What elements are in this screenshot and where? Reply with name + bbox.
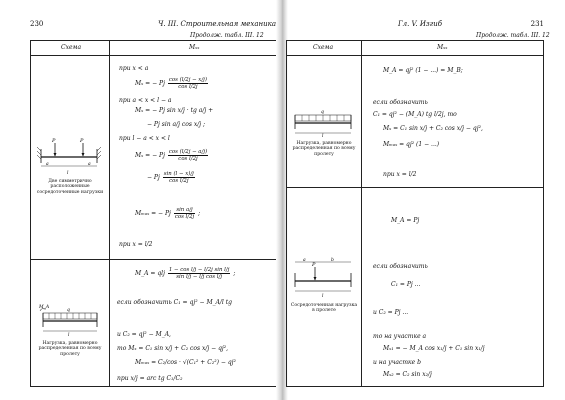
right-scheme2-label-l: l — [322, 294, 324, 299]
left-table-header — [31, 41, 277, 56]
left-formula-4-text: Mₓ = − Pj — [135, 152, 165, 159]
right-row2-caption: Сосредоточенная нагрузка в пролете — [290, 303, 358, 314]
left-scheme2-label-q: q — [67, 308, 70, 313]
left-formula-5-frac: $\frac{\sin (l - x)/j}{\text{cos l/2j}}$ — [163, 171, 194, 184]
right-page — [286, 0, 565, 400]
right-formula-9: C₁ = Pj ... — [391, 281, 421, 288]
left-formula-1 — [135, 77, 209, 90]
left-page — [0, 0, 278, 400]
left-row-divider — [31, 259, 277, 260]
left-formula-6-text: Mₘₐₓ = − Pj — [135, 210, 171, 217]
left-cond-1: при x < a — [119, 65, 149, 72]
left-scheme-label-a1: a — [46, 162, 49, 167]
right-continuation: Продолж. табл. III. 12 — [476, 32, 550, 39]
left-formula-7-text: M_A = qlj — [135, 270, 165, 277]
right-scheme-uniform-load — [291, 107, 355, 137]
right-scheme-point-load — [291, 259, 355, 299]
left-formula-6: Mₘₐₓ = − Pj $\frac{\text{sin a/j}}{\text{cos l/2j}}$ ; — [135, 207, 201, 220]
left-formula-1-text: Mₓ = − Pj — [135, 80, 165, 87]
left-row2-caption: Нагрузка, равномерно распределенная по всему пролету — [38, 341, 102, 357]
left-page-number: 230 — [30, 20, 44, 28]
left-formula-11: Mₘₐₓ = C₂/cos · √(C₁² + C₂²) − qj² — [135, 359, 236, 366]
left-column-divider — [109, 41, 110, 386]
left-formula-2: Mₓ = − Pj sin x/j · tg a/j + — [135, 107, 214, 114]
right-formula-12: Mₓ₁ = − M_A cos x₁/j + C₁ sin x₁/j — [383, 345, 485, 352]
right-formula-11: то на участке a — [373, 333, 427, 340]
left-scheme-label-p1: P — [52, 138, 56, 144]
left-formula-4-frac: $\frac{\cos (l/2j - a/j)}{\text{cos l/2j}}$ — [168, 149, 208, 162]
left-continuation: Продолж. табл. III. 12 — [190, 32, 264, 39]
left-scheme-label-a2: a — [88, 162, 91, 167]
left-scheme-two-loads — [37, 137, 101, 177]
right-formula-3: C₁ = qj² − (M_A) tg l/2j, то — [373, 111, 457, 118]
left-formula-9: и C₂ = qj² − M_A, — [117, 331, 171, 338]
left-cond-3: при l − a < x < l — [119, 135, 170, 142]
left-formula-3: − Pj sin a/j cos x/j ; — [147, 121, 206, 128]
right-header-scheme: Схема — [313, 44, 334, 51]
left-running-head — [30, 20, 276, 28]
right-page-number: 231 — [530, 20, 544, 28]
right-scheme-label-l: l — [322, 134, 324, 139]
right-scheme-label-q: q — [321, 110, 324, 115]
left-formula-5 — [147, 171, 196, 184]
right-table-header — [287, 41, 543, 56]
right-scheme2-label-p: P — [312, 262, 316, 268]
left-scheme2-label-m: M_A — [39, 305, 50, 310]
left-cond-4: при x = l/2 — [119, 241, 153, 248]
right-column-divider — [361, 41, 362, 386]
left-formula-12: при x/j = arc tg C₁/C₂ — [117, 375, 183, 382]
left-formula-7: M_A = qlj $\frac{\text{1 − cos l/j − l/2j sin l/j}}{\text{sin l/j − l/j cos l/j}}$ ; — [135, 267, 236, 280]
right-table — [286, 40, 544, 387]
left-formula-10: то Mₓ = C₁ sin x/j + C₂ cos x/j − qj², — [117, 345, 229, 352]
right-formula-13: и на участке b — [373, 359, 421, 366]
right-running-title: Гл. V. Изгиб — [398, 20, 443, 28]
left-cond-2: при a < x < l − a — [119, 97, 172, 104]
left-header-formula: Mₓₓ — [189, 44, 200, 51]
right-formula-6: при x = l/2 — [383, 171, 417, 178]
right-formula-4: Mₓ = C₁ sin x/j + C₂ cos x/j − qj², — [383, 125, 483, 132]
right-formula-14: Mₓ₂ = C₂ sin x₂/j — [383, 371, 432, 378]
left-row1-caption: Две симметрично расположенные сосредоточенные нагрузки — [36, 179, 104, 195]
left-scheme-label-l: l — [67, 171, 69, 176]
right-header-formula: Mₓₓ — [437, 44, 448, 51]
left-running-title: Ч. III. Строительная механика — [157, 20, 276, 28]
left-header-scheme: Схема — [61, 44, 82, 51]
left-table — [30, 40, 278, 387]
right-row-divider — [287, 187, 543, 188]
left-scheme-uniform-load — [39, 303, 101, 337]
right-running-head — [288, 20, 544, 28]
left-formula-8: если обозначить C₁ = qj² − M_A/l tg — [117, 299, 233, 306]
right-formula-5: Mₘₐₓ = qj² (1 − ...) — [383, 141, 440, 148]
right-scheme2-label-a: a — [303, 258, 306, 263]
left-scheme-label-p2: P — [80, 138, 84, 144]
left-formula-4 — [135, 149, 209, 162]
right-formula-7: M_A = Pj — [391, 217, 420, 224]
right-formula-2: если обозначить — [373, 99, 428, 106]
left-formula-5-text: − Pj — [147, 174, 160, 181]
right-formula-10: и C₂ = Pj ... — [373, 309, 409, 316]
right-row1-caption: Нагрузка, равномерно распределенная по всему пролету — [292, 141, 356, 157]
left-scheme2-label-l: l — [68, 333, 70, 338]
right-formula-1: M_A = qj² (1 − ...) = M_B; — [383, 67, 463, 74]
right-scheme2-label-b: b — [331, 258, 334, 263]
left-formula-6-frac: $\frac{\text{sin a/j}}{\text{cos l/2j}}$ — [174, 207, 195, 220]
left-formula-1-frac: $\frac{\cos (l/2j - x/j)}{\text{cos l/2j}}$ — [168, 77, 207, 90]
right-formula-8: если обозначить — [373, 263, 428, 270]
left-formula-7-frac: $\frac{\text{1 − cos l/j − l/2j sin l/j}}{\text{sin l/j − l/j cos l/j}}$ — [168, 267, 230, 280]
